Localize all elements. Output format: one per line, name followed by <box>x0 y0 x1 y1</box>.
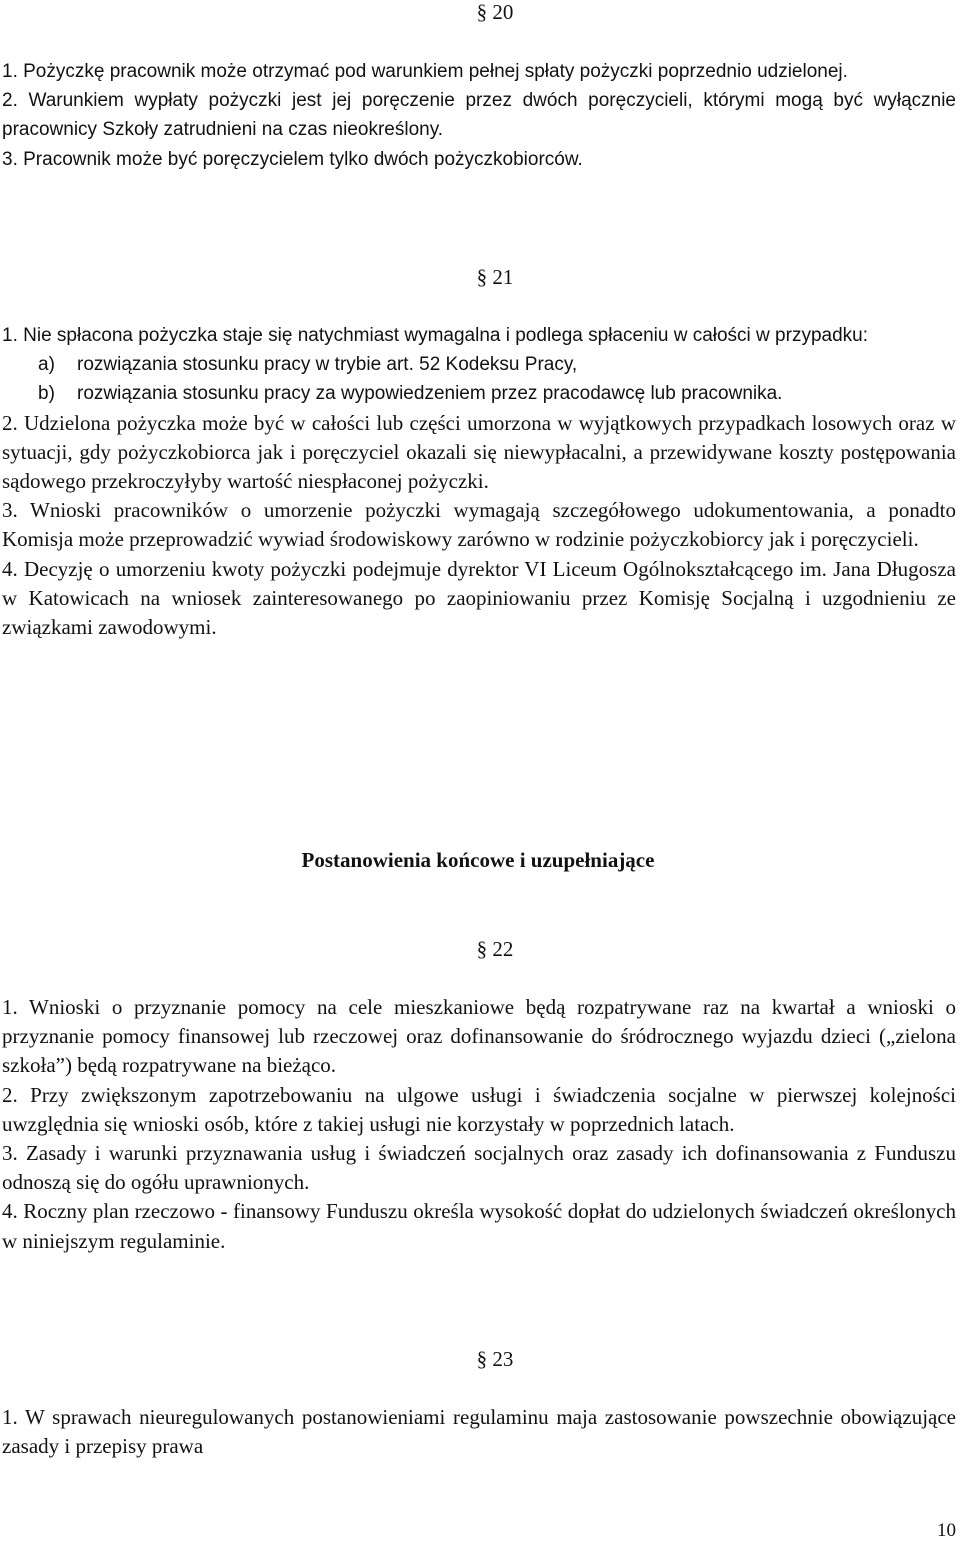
s20-paragraph-2: 2. Warunkiem wypłaty pożyczki jest jej poręczenie przez dwóch poręczycieli, którymi mogą być wyłącznie pracownicy Szkoły zatrudnieni na czas nieokreślony. <box>2 90 956 141</box>
s20-paragraph-3: 3. Pracownik może być poręczycielem tylko dwóch pożyczkobiorców. <box>2 148 583 170</box>
s21-paragraph-3: 3. Wnioski pracowników o umorzenie pożyczki wymagają szczegółowego udokumentowania, a ponadto Komisja może przeprowadzić wywiad środowiskowy zarówno w rodzinie pożyczkobiorcy jak i poręczycieli. <box>2 498 956 552</box>
s21-item-a-text: rozwiązania stosunku pracy w trybie art. 52 Kodeksu Pracy, <box>77 354 578 376</box>
s21-item-b <box>2 379 956 408</box>
section-20-title: § 20 <box>476 0 514 24</box>
section-21-body <box>2 321 956 642</box>
s21-item-a-label: a) <box>38 354 55 376</box>
s22-paragraph-1: 1. Wnioski o przyznanie pomocy na cele mieszkaniowe będą rozpatrywane raz na kwartał a wnioski o przyznanie pomocy finansowej lub rzeczowej oraz dofinansowanie do śródrocznego wyjazdu dzieci („zielona szkoła”) będą rozpatrywane na bieżąco. <box>2 995 956 1078</box>
s21-paragraph-4: 4. Decyzję o umorzeniu kwoty pożyczki podejmuje dyrektor VI Liceum Ogólnokształcącego im. Jana Długosza w Katowicach na wniosek zainteresowanego po zaopiniowaniu przez Komisję Socjalną i uzgodnieniu ze związkami zawodowymi. <box>2 556 956 640</box>
s22-paragraph-2: 2. Przy zwiększonym zapotrzebowaniu na ulgowe usługi i świadczenia socjalne w pierwszej kolejności uwzględnia się wnioski osób, które z takiej usługi nie korzystały w poprzednich latach. <box>2 1082 956 1136</box>
section-20-body <box>2 57 956 174</box>
s23-paragraph-1: 1. W sprawach nieuregulowanych postanowieniami regulaminu maja zastosowanie powszechnie obowiązujące zasady i przepisy prawa <box>2 1405 956 1459</box>
section-heading: Postanowienia końcowe i uzupełniające <box>301 848 655 872</box>
s21-paragraph-1: 1. Nie spłacona pożyczka staje się natychmiast wymagalna i podlega spłaceniu w całości w przypadku: <box>2 325 868 346</box>
page-number: 10 <box>937 1520 956 1541</box>
s21-item-a <box>2 350 956 379</box>
s21-paragraph-2: 2. Udzielona pożyczka może być w całości lub części umorzona w wyjątkowych przypadkach losowych oraz w sytuacji, gdy pożyczkobiorca jak i poręczyciel okazali się niewypłacalni, a przewidywane koszty postępowania sądowego przekroczyłyby wartość niespłaconej pożyczki. <box>2 410 956 494</box>
section-21-title: § 21 <box>476 265 514 289</box>
s21-item-b-text: rozwiązania stosunku pracy za wypowiedzeniem przez pracodawcę lub pracownika. <box>77 383 783 405</box>
s22-paragraph-3: 3. Zasady i warunki przyznawania usług i świadczeń socjalnych oraz zasady ich dofinansowania z Funduszu odnoszą się do ogółu uprawnionych. <box>2 1141 956 1195</box>
section-23-body <box>2 1403 956 1461</box>
s20-paragraph-1: 1. Pożyczkę pracownik może otrzymać pod warunkiem pełnej spłaty pożyczki poprzednio udzielonej. <box>2 61 848 82</box>
s21-item-b-label: b) <box>38 383 55 405</box>
section-22-title: § 22 <box>476 937 514 961</box>
section-23-title: § 23 <box>476 1347 514 1371</box>
section-22-body <box>2 993 956 1256</box>
s22-paragraph-4: 4. Roczny plan rzeczowo - finansowy Funduszu określa wysokość dopłat do udzielonych świadczeń określonych w niniejszym regulaminie. <box>2 1199 956 1253</box>
